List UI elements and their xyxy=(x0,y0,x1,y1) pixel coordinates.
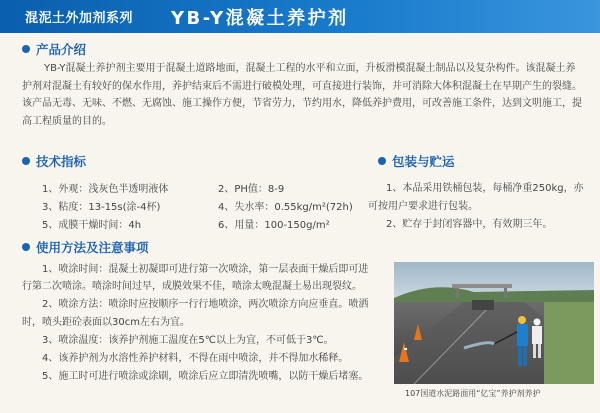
usage-heading xyxy=(22,238,149,256)
specs-heading-label: 技术指标 xyxy=(36,154,87,169)
spec-item: 6、用量：100-150g/m² xyxy=(218,220,330,231)
intro-paragraph: YB-Y混凝土养护剂主要用于混凝土道路地面，混凝土工程的水平和立面，升板滑模混凝土制品以及复杂构件。该混凝土养护剂对混凝土有较好的保水作用，养护结束后不需进行破模处理，可直接进行装饰，并可消除大体积混凝土在早期产生的裂缝。该产品无毒、无味、不燃、无腐蚀、施工操作方便，节省劳力，节约用水，降低养护费用，可改善施工条件，达到文明施工，提高工程质量的目的。 xyxy=(22,63,582,127)
pack-item: 1、本品采用铁桶包装，每桶净重250kg，亦可按用户要求进行包装。 xyxy=(368,183,584,212)
intro-heading-label: 产品介绍 xyxy=(36,42,87,57)
usage-heading-label: 使用方法及注意事项 xyxy=(36,240,149,255)
bullet-dot-icon xyxy=(22,45,30,53)
usage-line: 行第二次喷涂。喷涂时间过早，成膜效果不佳，喷涂太晚混凝土易出现裂纹。 xyxy=(22,281,362,292)
spec-item: 5、成膜干燥时间：4h xyxy=(42,220,142,231)
usage-line: 5、施工时可进行喷涂或涂刷，喷涂后应立即清洗喷嘴，以防干燥后堵塞。 xyxy=(42,371,369,382)
spec-item: 2、PH值：8-9 xyxy=(218,184,285,195)
spec-item: 4、失水率：0.55kg/m²(72h) xyxy=(218,202,353,213)
usage-line: 时，喷头距砼表面以30cm左右为宜。 xyxy=(22,317,190,328)
page-title: YB-Y混凝土养护剂 xyxy=(171,7,349,29)
spec-item: 3、粘度：13-15s(涂-4杯) xyxy=(42,202,161,213)
pack-heading xyxy=(378,152,455,170)
bullet-dot-icon xyxy=(378,157,386,165)
bullet-dot-icon xyxy=(22,243,30,251)
bullet-dot-icon xyxy=(22,157,30,165)
photo-caption: 107国道水泥路面用“亿宝”养护剂养护 xyxy=(405,389,541,398)
usage-line: 1、喷涂时间：混凝土初凝即可进行第一次喷涂，第一层表面干燥后即可进 xyxy=(42,264,369,275)
usage-line: 4、该养护剂为水溶性养护材料，不得在雨中喷涂，并不得加水稀释。 xyxy=(42,353,349,364)
specs-heading xyxy=(22,152,86,170)
road-curing-photo xyxy=(394,262,594,384)
header-bar xyxy=(0,0,600,33)
usage-line: 2、喷涂方法：喷涂时应按顺序一行行地喷涂，两次喷涂方向应垂直。喷洒 xyxy=(42,299,369,310)
road-scene-illustration xyxy=(394,262,594,384)
pack-item: 2、贮存于封闭容器中，有效期三年。 xyxy=(386,219,553,230)
intro-heading xyxy=(22,40,86,58)
usage-line: 3、喷涂温度：该养护剂施工温度在5℃以上为宜，不可低于3℃。 xyxy=(42,335,334,346)
pack-heading-label: 包装与贮运 xyxy=(392,154,455,169)
spec-item: 1、外观：浅灰色半透明液体 xyxy=(42,184,169,195)
series-label: 混泥土外加剂系列 xyxy=(25,11,134,26)
